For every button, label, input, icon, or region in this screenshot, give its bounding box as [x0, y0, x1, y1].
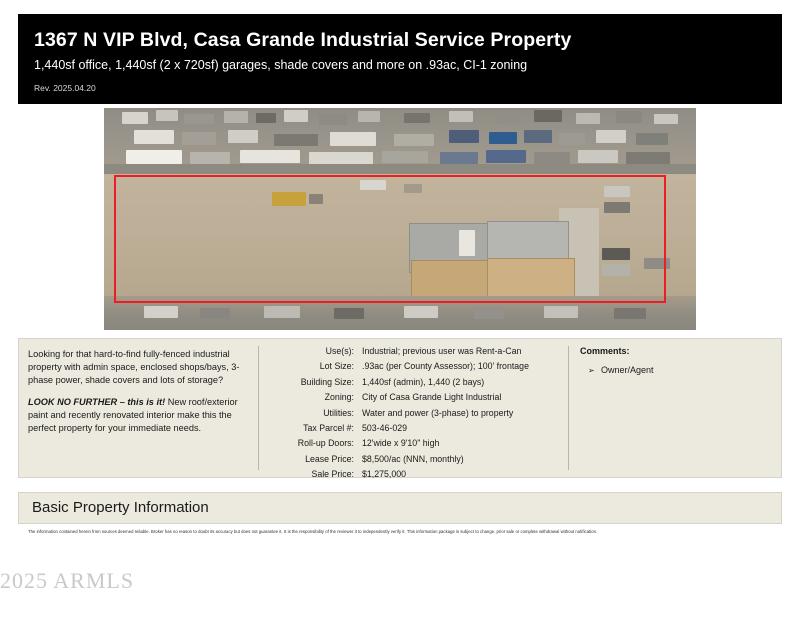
spec-row: [268, 408, 564, 418]
panel-divider-left: [258, 346, 259, 470]
spec-row: [268, 392, 564, 402]
photo-object: [404, 306, 438, 318]
comments-title: Comments:: [580, 346, 630, 356]
photo-object: [134, 130, 174, 144]
spec-value: .93ac (per County Assessor); 100' frontage: [362, 361, 529, 372]
photo-object: [334, 308, 364, 319]
photo-object: [524, 130, 552, 143]
spec-label: Sale Price:: [311, 469, 354, 480]
photo-object: [144, 306, 178, 318]
photo-object: [474, 308, 504, 319]
photo-object: [449, 130, 479, 143]
photo-object: [654, 114, 678, 124]
photo-object: [489, 132, 517, 144]
spec-value: Industrial; previous user was Rent-a-Can: [362, 346, 522, 356]
spec-value: $1,275,000: [362, 469, 407, 480]
aerial-photo: [104, 108, 696, 330]
list-item: [588, 365, 770, 375]
photo-object: [190, 152, 230, 164]
photo-object: [534, 152, 570, 164]
photo-object: [382, 151, 428, 163]
spec-value: Water and power (3-phase) to property: [362, 407, 514, 418]
spec-label: Lot Size:: [319, 361, 354, 372]
page-title: 1367 N VIP Blvd, Casa Grande Industrial Service Property: [34, 29, 572, 51]
photo-object: [578, 150, 618, 163]
photo-object: [596, 130, 626, 143]
photo-object: [224, 111, 248, 123]
header-banner: [18, 14, 782, 104]
photo-object: [616, 111, 642, 123]
property-specs-list: [268, 346, 564, 485]
photo-access-road: [104, 164, 696, 174]
spec-label: Lease Price:: [305, 453, 354, 464]
spec-row: [268, 361, 564, 371]
spec-row: [268, 454, 564, 464]
watermark: 2025 ARMLS: [0, 568, 135, 593]
photo-object: [240, 150, 300, 163]
photo-object: [182, 132, 216, 145]
spec-label: Tax Parcel #:: [303, 422, 354, 433]
photo-object: [486, 150, 526, 163]
spec-row: [268, 469, 564, 479]
comment-text: Owner/Agent: [601, 365, 654, 375]
arrow-bullet-icon: ➢: [588, 366, 595, 375]
photo-object: [122, 112, 148, 124]
photo-object: [534, 110, 562, 122]
spec-label: Use(s):: [325, 346, 354, 356]
blurb-paragraph-2-text: New roof/exterior paint and recently renovated interior make this the perfect property for your immediate needs.: [28, 397, 238, 434]
photo-object: [228, 130, 258, 143]
photo-object: [156, 110, 178, 121]
spec-label: Utilities:: [323, 407, 354, 418]
spec-value: 12'wide x 9'10" high: [362, 438, 440, 449]
photo-object: [449, 111, 473, 122]
photo-object: [559, 133, 585, 145]
spec-label: Building Size:: [300, 376, 354, 387]
photo-object: [496, 114, 518, 124]
spec-row: [268, 438, 564, 448]
property-boundary-outline: [114, 175, 666, 303]
blurb-lead: LOOK NO FURTHER – this is it!: [28, 397, 166, 408]
photo-object: [284, 110, 308, 122]
photo-object: [440, 152, 478, 164]
spec-value: $8,500/ac (NNN, monthly): [362, 453, 464, 464]
revision-date: Rev. 2025.04.20: [34, 83, 96, 94]
photo-object: [614, 308, 646, 319]
spec-label: Zoning:: [324, 392, 354, 403]
spec-value: 503-46-029: [362, 422, 407, 433]
photo-object: [256, 113, 276, 123]
photo-object: [264, 306, 300, 318]
spec-row: [268, 423, 564, 433]
spec-value: 1,440sf (admin), 1,440 (2 bays): [362, 376, 485, 387]
spec-value: City of Casa Grande Light Industrial: [362, 392, 502, 403]
comments-section: [580, 346, 770, 375]
photo-object: [636, 133, 668, 145]
photo-object: [544, 306, 578, 318]
photo-object: [200, 308, 230, 319]
spec-label: Roll-up Doors:: [297, 438, 354, 449]
panel-divider-right: [568, 346, 569, 470]
blurb-paragraph-1: Looking for that hard-to-find fully-fenced industrial property with admin space, enclosed shops/bays, 3-phase power, shade covers and lots of storage?: [28, 349, 240, 386]
section-title: Basic Property Information: [32, 499, 209, 516]
photo-object: [319, 114, 347, 125]
spec-row: [268, 377, 564, 387]
marketing-blurb: [28, 348, 250, 444]
photo-object: [330, 132, 376, 146]
photo-object: [184, 114, 214, 124]
photo-object: [404, 113, 430, 123]
photo-object: [394, 134, 434, 146]
photo-object: [274, 134, 318, 146]
aerial-photo-canvas: [104, 108, 696, 330]
page-subtitle: 1,440sf office, 1,440sf (2 x 720sf) garages, shade covers and more on .93ac, CI-1 zoning: [34, 58, 528, 73]
photo-object: [126, 150, 182, 164]
disclaimer-text: The information contained herein from sources deemed reliable. Broker has no reason to doubt its accuracy but does not guarantee it. It is the responsibility of the reviewer it to independently verify it. This information package is subject to change, prior sale or complete withdrawal without notification.: [28, 529, 598, 534]
spec-row: [268, 346, 564, 356]
blurb-paragraph-2: [28, 396, 250, 435]
photo-object: [576, 113, 600, 124]
photo-object: [626, 152, 670, 164]
photo-object: [358, 111, 380, 122]
